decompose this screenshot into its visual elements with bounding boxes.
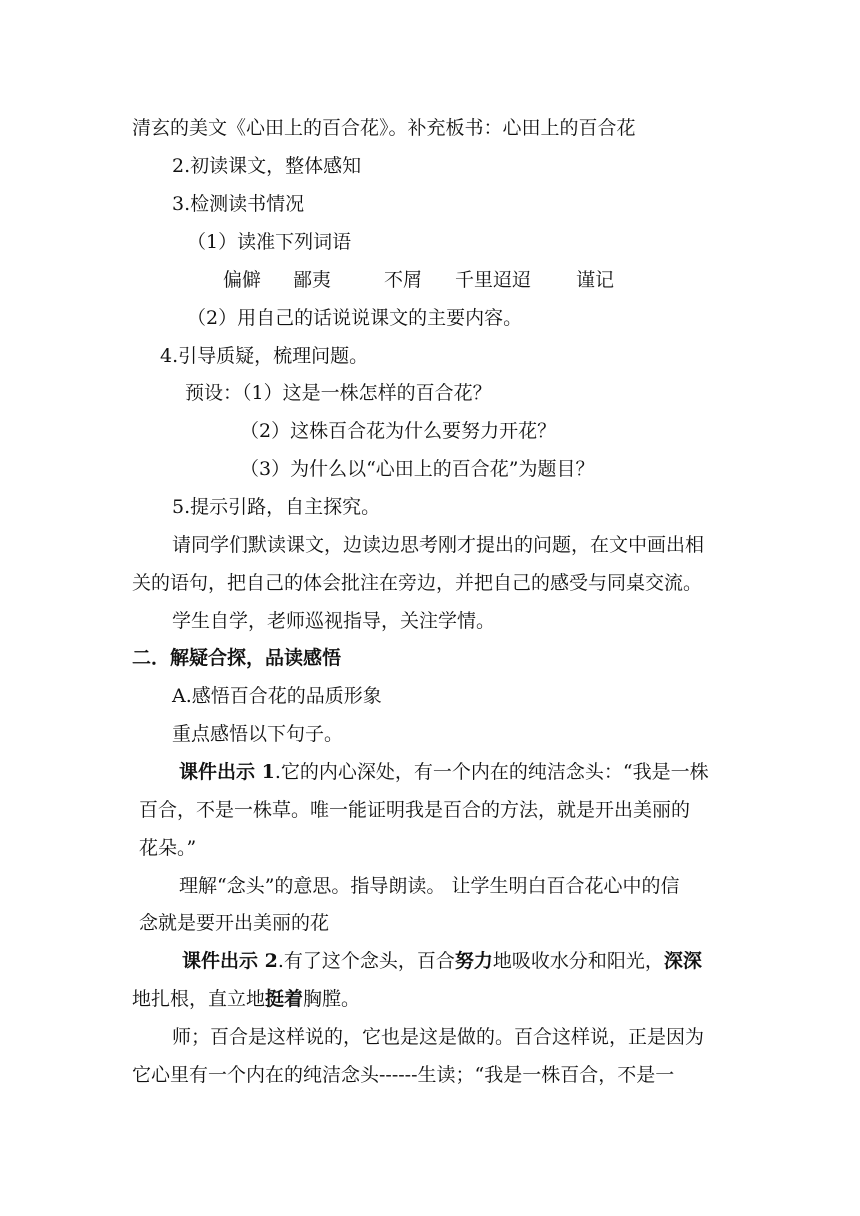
text-line: 师；百合是这样说的，它也是这是做的。百合这样说，正是因为 — [172, 1026, 705, 1048]
quote-text: .它的内心深处，有一个内在的纯洁念头：“我是一株 — [274, 761, 709, 783]
vocab-word: 鄙夷 — [293, 269, 332, 291]
text-line: 关的语句，把自己的体会批注在旁边，并把自己的感受与同桌交流。 — [132, 572, 703, 594]
step-heading: 4.引导质疑，梳理问题。 — [160, 345, 369, 367]
text-line: 学生自学，老师巡视指导，关注学情。 — [172, 610, 496, 632]
text-line: （2）用自己的话说说课文的主要内容。 — [187, 307, 523, 329]
text-line: 重点感悟以下句子。 — [172, 723, 344, 745]
section-heading: 二．解疑合探，品读感悟 — [132, 647, 342, 669]
text-line: 它心里有一个内在的纯洁念头------生读；“我是一株百合，不是一 — [132, 1064, 675, 1086]
text-line: （3）为什么以“心田上的百合花”为题目？ — [240, 458, 595, 480]
quote-text: 胸膛。 — [303, 988, 361, 1010]
vocab-word: 谨记 — [576, 269, 615, 291]
courseware-label: 课件出示 1 — [179, 761, 275, 783]
vocab-word: 千里迢迢 — [455, 269, 532, 291]
emphasis-word: 挺着 — [265, 988, 304, 1010]
vocab-word: 偏僻 — [223, 269, 262, 291]
quote-line — [179, 759, 709, 785]
text-line: （1）读准下列词语 — [187, 231, 352, 253]
step-heading: 3.检测读书情况 — [172, 193, 305, 215]
quote-text: .有了这个念头，百合 — [277, 950, 455, 972]
subsection-heading: A.感悟百合花的品质形象 — [172, 685, 382, 707]
quote-text: 地扎根，直立地 — [132, 988, 266, 1010]
quote-line: 花朵。” — [139, 837, 197, 859]
text-line: 清玄的美文《心田上的百合花》。补充板书：心田上的百合花 — [132, 117, 636, 139]
step-heading: 5.提示引路，自主探究。 — [172, 496, 381, 518]
quote-line — [132, 986, 360, 1012]
courseware-label: 课件出示 2 — [182, 950, 278, 972]
quote-text: 地吸收水分和阳光， — [492, 950, 664, 972]
text-line: 念就是要开出美丽的花 — [139, 912, 330, 934]
emphasis-word: 努力 — [454, 950, 493, 972]
text-line: 请同学们默读课文，边读边思考刚才提出的问题，在文中画出相 — [172, 534, 705, 556]
text-line: （2）这株百合花为什么要努力开花？ — [240, 420, 557, 442]
step-heading: 2.初读课文，整体感知 — [172, 155, 362, 177]
quote-line — [182, 948, 702, 974]
text-line: 预设：（1）这是一株怎样的百合花？ — [185, 382, 492, 404]
quote-line: 百合，不是一株草。唯一能证明我是百合的方法，就是开出美丽的 — [139, 799, 691, 821]
text-line: 理解“念头”的意思。指导朗读。 让学生明白百合花心中的信 — [179, 875, 680, 897]
emphasis-word: 深深 — [663, 950, 702, 972]
vocab-word: 不屑 — [384, 269, 423, 291]
